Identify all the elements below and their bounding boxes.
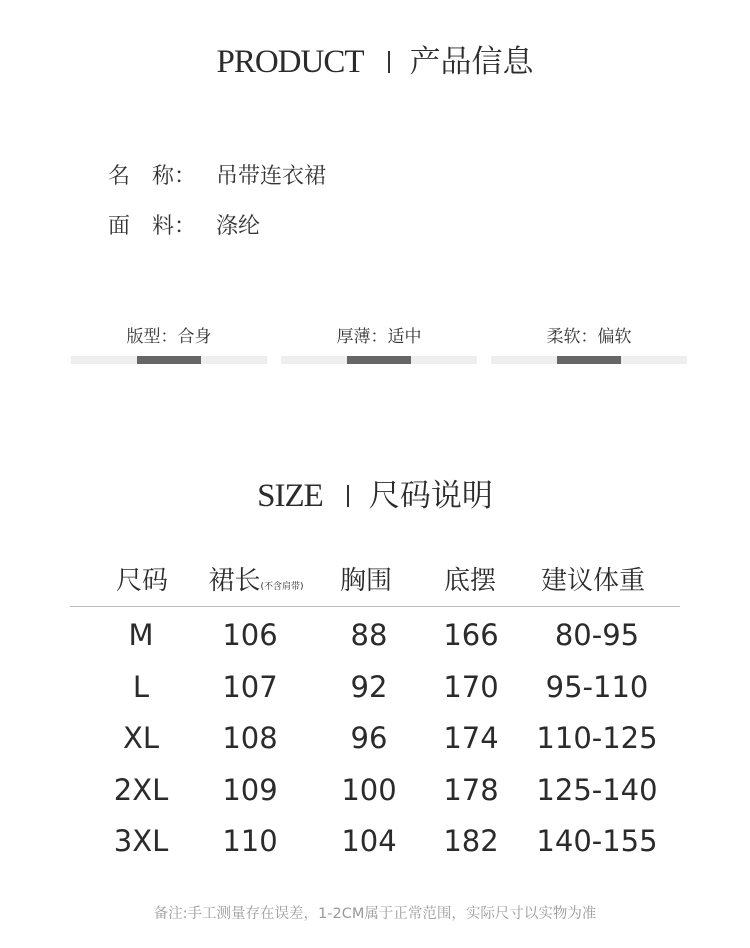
cell-length: 108: [222, 721, 278, 755]
thickness-level-bar: [281, 356, 477, 364]
cell-length: 109: [222, 772, 278, 807]
cell-bust: 88: [350, 618, 388, 652]
cell-bust: 100: [341, 772, 397, 807]
table-body: [0, 618, 750, 876]
cell-weight: 80-95: [554, 618, 640, 652]
cell-size: 2XL: [113, 772, 169, 807]
title-separator: [347, 485, 349, 507]
product-title-en: PRODUCT: [216, 44, 364, 80]
softness-value: 偏软: [597, 327, 632, 347]
header-length-note: (不含肩带): [260, 582, 304, 592]
cell-bust: 92: [350, 669, 388, 704]
product-info-title: [0, 36, 750, 81]
fabric-label: 面 料：: [108, 214, 197, 239]
cell-hem: 182: [443, 824, 499, 858]
size-title-zh: 尺码说明: [368, 478, 493, 514]
header-bust: 胸围: [339, 566, 393, 596]
table-row: [0, 824, 750, 876]
softness-label: 柔软：: [546, 327, 598, 347]
cell-size: L: [132, 669, 150, 704]
cell-bust: 96: [350, 721, 388, 755]
table-header: [0, 560, 750, 606]
cell-bust: 104: [341, 824, 397, 858]
cell-hem: 174: [443, 721, 499, 755]
title-separator: [388, 51, 390, 73]
fit-level-bar: [71, 356, 267, 364]
cell-hem: 178: [443, 772, 499, 807]
softness-level-bar: [491, 356, 687, 364]
size-title-en: SIZE: [257, 478, 323, 514]
table-row: [0, 618, 750, 670]
size-table: [0, 560, 750, 858]
fit-label: 版型：: [126, 327, 178, 347]
attribute-softness: [491, 322, 687, 364]
cell-weight: 95-110: [545, 669, 649, 704]
thickness-label: 厚薄：: [336, 327, 388, 347]
header-length: [208, 560, 303, 597]
cell-weight: 125-140: [536, 772, 658, 807]
attribute-fit: [71, 322, 267, 364]
softness-level-marker: [557, 356, 621, 364]
fit-level-marker: [137, 356, 201, 364]
cell-length: 106: [222, 618, 278, 652]
header-weight: 建议体重: [540, 566, 646, 596]
cell-size: M: [128, 618, 154, 652]
info-row-fabric: [108, 209, 260, 240]
table-row: [0, 670, 750, 722]
size-chart-title: [0, 470, 750, 515]
fabric-value: 涤纶: [216, 214, 261, 239]
cell-size: 3XL: [113, 824, 169, 858]
fit-value: 合身: [177, 327, 212, 347]
info-row-name: [108, 159, 326, 190]
thickness-level-marker: [347, 356, 411, 364]
attribute-thickness: [281, 322, 477, 364]
cell-length: 110: [222, 824, 278, 858]
header-length-label: 裙长: [208, 566, 261, 596]
cell-weight: 140-155: [536, 824, 658, 858]
measurement-footnote: 备注:手工测量存在误差，1-2CM属于正常范围，实际尺寸以实物为准: [153, 906, 597, 922]
cell-length: 107: [222, 669, 278, 704]
name-value: 吊带连衣裙: [216, 164, 327, 189]
cell-size: XL: [122, 721, 160, 755]
cell-weight: 110-125: [536, 721, 658, 755]
header-hem: 底摆: [443, 566, 497, 596]
header-divider: [70, 606, 680, 607]
header-size: 尺码: [115, 566, 169, 596]
table-row: [0, 773, 750, 825]
thickness-value: 适中: [387, 327, 422, 347]
table-row: [0, 721, 750, 773]
product-title-zh: 产品信息: [409, 44, 534, 80]
cell-hem: 166: [443, 618, 499, 652]
cell-hem: 170: [443, 669, 499, 704]
name-label: 名 称：: [108, 164, 197, 189]
